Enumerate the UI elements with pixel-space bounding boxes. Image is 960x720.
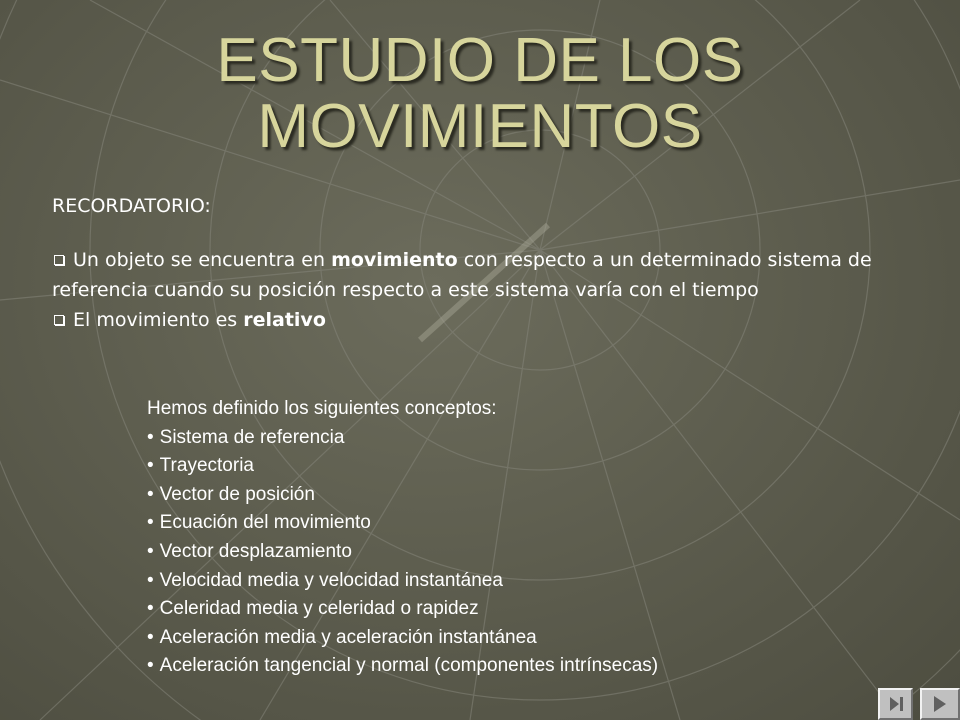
recap-item-2-keyword: relativo <box>243 309 326 331</box>
concept-item: • Ecuación del movimiento <box>147 509 907 538</box>
recap-item-1-text-before: Un objeto se encuentra en <box>73 249 332 271</box>
recap-item-1-text-after: con respecto a un determinado sistema de referencia cuando su posición respecto a este sistema varía con el tiempo <box>52 249 872 301</box>
concept-item: • Trayectoria <box>147 452 907 481</box>
square-bullet-icon <box>54 315 64 325</box>
end-button[interactable] <box>878 688 913 720</box>
end-arrow-icon <box>880 690 911 718</box>
recap-item-2-text-before: El movimiento es <box>73 309 244 331</box>
slide-title <box>0 28 960 160</box>
concept-item: • Velocidad media y velocidad instantánea <box>147 567 907 596</box>
concept-item: • Celeridad media y celeridad o rapidez <box>147 595 907 624</box>
concept-item: • Vector desplazamiento <box>147 538 907 567</box>
square-bullet-icon <box>54 255 64 265</box>
next-arrow-icon <box>922 690 958 718</box>
recap-item-2 <box>52 305 922 335</box>
title-line-1: ESTUDIO DE LOS <box>216 26 744 95</box>
recap-heading: RECORDATORIO: <box>52 195 211 217</box>
recap-item-1-keyword: movimiento <box>331 249 458 271</box>
concepts-list <box>147 395 907 681</box>
concept-item: • Sistema de referencia <box>147 424 907 453</box>
concept-item: • Vector de posición <box>147 481 907 510</box>
recap-item-1 <box>52 245 922 305</box>
concept-item: • Aceleración tangencial y normal (componentes intrínsecas) <box>147 652 907 681</box>
title-line-2: MOVIMIENTOS <box>257 92 703 161</box>
next-button[interactable] <box>920 688 960 720</box>
recap-block <box>52 193 922 335</box>
concepts-intro: Hemos definido los siguientes conceptos: <box>147 398 497 419</box>
concept-item: • Aceleración media y aceleración instantánea <box>147 624 907 653</box>
